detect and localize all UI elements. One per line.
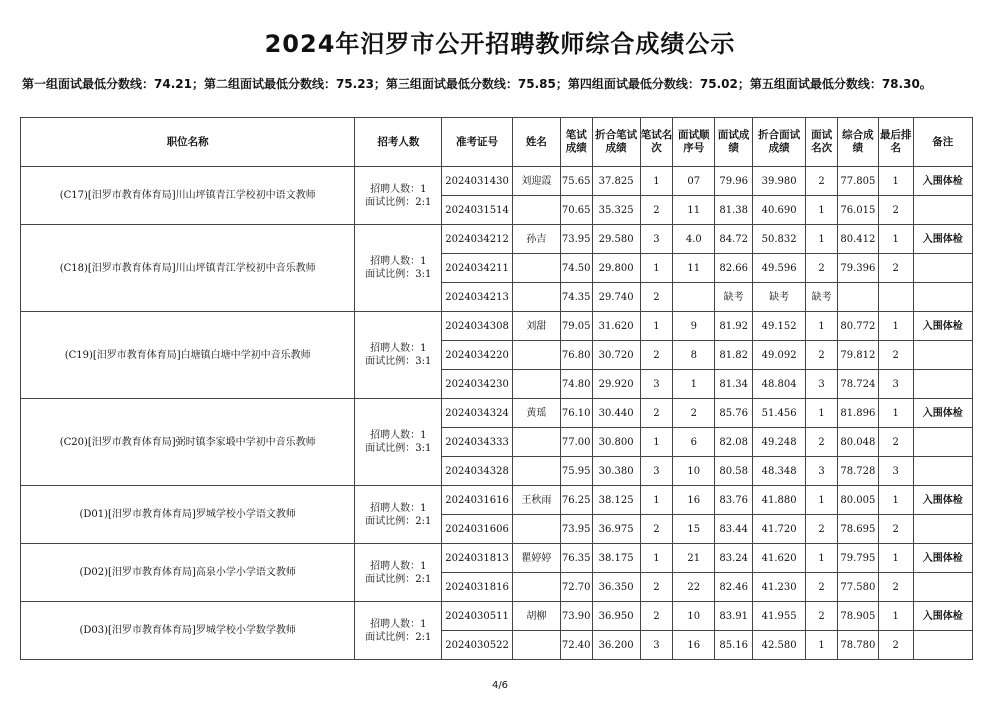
final-rank-cell: 3 bbox=[878, 370, 913, 399]
total-cell: 77.805 bbox=[837, 167, 878, 196]
interview-conv-cell: 51.456 bbox=[753, 399, 806, 428]
final-rank-cell: 1 bbox=[878, 225, 913, 254]
written-conv-cell: 37.825 bbox=[592, 167, 640, 196]
written-cell: 73.95 bbox=[560, 225, 592, 254]
table-row bbox=[21, 602, 973, 631]
written-cell: 76.10 bbox=[560, 399, 592, 428]
written-conv-cell: 30.720 bbox=[592, 341, 640, 370]
written-conv-cell: 35.325 bbox=[592, 196, 640, 225]
ticket-cell: 2024034333 bbox=[442, 428, 513, 457]
written-rank-cell: 2 bbox=[640, 283, 673, 312]
interview-cell: 81.82 bbox=[715, 341, 753, 370]
ticket-cell: 2024031606 bbox=[442, 515, 513, 544]
table-row bbox=[21, 167, 973, 196]
written-conv-cell: 30.800 bbox=[592, 428, 640, 457]
interview-conv-cell: 41.955 bbox=[753, 602, 806, 631]
total-cell: 78.780 bbox=[837, 631, 878, 660]
scores-table bbox=[20, 117, 973, 660]
interview-order-cell: 2 bbox=[673, 399, 715, 428]
header-interview: 面试成绩 bbox=[715, 118, 753, 167]
final-rank-cell: 1 bbox=[878, 486, 913, 515]
written-cell: 74.50 bbox=[560, 254, 592, 283]
interview-order-cell bbox=[673, 283, 715, 312]
ticket-cell: 2024034213 bbox=[442, 283, 513, 312]
interview-rank-cell: 1 bbox=[806, 486, 838, 515]
ticket-cell: 2024034328 bbox=[442, 457, 513, 486]
quota-ratio: 面试比例：2:1 bbox=[365, 573, 432, 585]
final-rank-cell: 2 bbox=[878, 254, 913, 283]
final-rank-cell: 1 bbox=[878, 602, 913, 631]
written-cell: 74.80 bbox=[560, 370, 592, 399]
table-row bbox=[21, 225, 973, 254]
final-rank-cell: 1 bbox=[878, 312, 913, 341]
remark-cell: 入围体检 bbox=[913, 602, 972, 631]
interview-order-cell: 10 bbox=[673, 602, 715, 631]
total-cell: 78.724 bbox=[837, 370, 878, 399]
interview-order-cell: 4.0 bbox=[673, 225, 715, 254]
name-cell bbox=[512, 341, 560, 370]
interview-conv-cell: 42.580 bbox=[753, 631, 806, 660]
quota-cell bbox=[355, 225, 442, 312]
ticket-cell: 2024034324 bbox=[442, 399, 513, 428]
written-rank-cell: 1 bbox=[640, 167, 673, 196]
written-conv-cell: 31.620 bbox=[592, 312, 640, 341]
header-written: 笔试成绩 bbox=[560, 118, 592, 167]
written-rank-cell: 3 bbox=[640, 370, 673, 399]
interview-conv-cell: 41.620 bbox=[753, 544, 806, 573]
interview-order-cell: 1 bbox=[673, 370, 715, 399]
written-cell: 79.05 bbox=[560, 312, 592, 341]
quota-ratio: 面试比例：2:1 bbox=[365, 631, 432, 643]
written-rank-cell: 2 bbox=[640, 196, 673, 225]
written-cell: 72.70 bbox=[560, 573, 592, 602]
name-cell bbox=[512, 573, 560, 602]
total-cell: 78.728 bbox=[837, 457, 878, 486]
quota-cell bbox=[355, 602, 442, 660]
remark-cell: 入围体检 bbox=[913, 486, 972, 515]
interview-conv-cell: 40.690 bbox=[753, 196, 806, 225]
header-interview-rank: 面试名次 bbox=[806, 118, 838, 167]
name-cell bbox=[512, 254, 560, 283]
interview-cell: 80.58 bbox=[715, 457, 753, 486]
table-body bbox=[21, 167, 973, 660]
interview-rank-cell: 1 bbox=[806, 544, 838, 573]
quota-count: 招聘人数：1 bbox=[370, 502, 427, 514]
header-interview-conv: 折合面试成绩 bbox=[753, 118, 806, 167]
interview-rank-cell: 1 bbox=[806, 312, 838, 341]
written-rank-cell: 3 bbox=[640, 631, 673, 660]
header-quota: 招考人数 bbox=[355, 118, 442, 167]
remark-cell: 入围体检 bbox=[913, 225, 972, 254]
quota-ratio: 面试比例：2:1 bbox=[365, 515, 432, 527]
interview-conv-cell: 缺考 bbox=[753, 283, 806, 312]
written-cell: 75.65 bbox=[560, 167, 592, 196]
name-cell: 黄瑶 bbox=[512, 399, 560, 428]
quota-count: 招聘人数：1 bbox=[370, 618, 427, 630]
interview-conv-cell: 39.980 bbox=[753, 167, 806, 196]
name-cell bbox=[512, 428, 560, 457]
ticket-cell: 2024034211 bbox=[442, 254, 513, 283]
interview-rank-cell: 2 bbox=[806, 341, 838, 370]
name-cell: 胡柳 bbox=[512, 602, 560, 631]
written-conv-cell: 38.125 bbox=[592, 486, 640, 515]
table-header-row bbox=[21, 118, 973, 167]
written-cell: 75.95 bbox=[560, 457, 592, 486]
header-name: 姓名 bbox=[512, 118, 560, 167]
page-number: 4/6 bbox=[491, 680, 509, 691]
remark-cell bbox=[913, 428, 972, 457]
total-cell: 79.795 bbox=[837, 544, 878, 573]
written-cell: 73.95 bbox=[560, 515, 592, 544]
interview-cell: 83.24 bbox=[715, 544, 753, 573]
quota-count: 招聘人数：1 bbox=[370, 430, 427, 441]
quota-ratio: 面试比例：2:1 bbox=[365, 196, 432, 208]
remark-cell: 入围体检 bbox=[913, 399, 972, 428]
written-conv-cell: 29.580 bbox=[592, 225, 640, 254]
written-conv-cell: 30.440 bbox=[592, 399, 640, 428]
position-cell: (C20)[汨罗市教育体育局]弼时镇李家塅中学初中音乐教师 bbox=[21, 399, 355, 486]
written-cell: 76.80 bbox=[560, 341, 592, 370]
quota-cell bbox=[355, 312, 442, 399]
ticket-cell: 2024031430 bbox=[442, 167, 513, 196]
written-rank-cell: 2 bbox=[640, 602, 673, 631]
final-rank-cell: 1 bbox=[878, 167, 913, 196]
remark-cell bbox=[913, 341, 972, 370]
interview-cell: 缺考 bbox=[715, 283, 753, 312]
final-rank-cell: 3 bbox=[878, 457, 913, 486]
written-rank-cell: 1 bbox=[640, 254, 673, 283]
quota-count: 招聘人数：1 bbox=[370, 343, 427, 354]
interview-rank-cell: 1 bbox=[806, 399, 838, 428]
written-cell: 72.40 bbox=[560, 631, 592, 660]
interview-cell: 84.72 bbox=[715, 225, 753, 254]
final-rank-cell: 1 bbox=[878, 399, 913, 428]
written-conv-cell: 29.920 bbox=[592, 370, 640, 399]
remark-cell bbox=[913, 631, 972, 660]
quota-cell bbox=[355, 544, 442, 602]
interview-cell: 83.44 bbox=[715, 515, 753, 544]
name-cell bbox=[512, 515, 560, 544]
interview-rank-cell: 2 bbox=[806, 428, 838, 457]
header-written-conv: 折合笔试成绩 bbox=[592, 118, 640, 167]
remark-cell bbox=[913, 515, 972, 544]
total-cell: 79.812 bbox=[837, 341, 878, 370]
interview-order-cell: 10 bbox=[673, 457, 715, 486]
interview-order-cell: 16 bbox=[673, 631, 715, 660]
table-row bbox=[21, 486, 973, 515]
position-cell: (C19)[汨罗市教育体育局]白塘镇白塘中学初中音乐教师 bbox=[21, 312, 355, 399]
name-cell: 瞿婷婷 bbox=[512, 544, 560, 573]
remark-cell bbox=[913, 370, 972, 399]
name-cell bbox=[512, 631, 560, 660]
interview-rank-cell: 2 bbox=[806, 515, 838, 544]
name-cell bbox=[512, 196, 560, 225]
interview-conv-cell: 49.152 bbox=[753, 312, 806, 341]
interview-rank-cell: 2 bbox=[806, 602, 838, 631]
interview-conv-cell: 41.880 bbox=[753, 486, 806, 515]
written-cell: 76.25 bbox=[560, 486, 592, 515]
page-title: 2024年汨罗市公开招聘教师综合成绩公示 bbox=[264, 30, 736, 58]
total-cell: 81.896 bbox=[837, 399, 878, 428]
header-remark: 备注 bbox=[913, 118, 972, 167]
ticket-cell: 2024031616 bbox=[442, 486, 513, 515]
remark-cell: 入围体检 bbox=[913, 544, 972, 573]
quota-ratio: 面试比例：3:1 bbox=[365, 269, 432, 280]
name-cell: 刘迎霞 bbox=[512, 167, 560, 196]
total-cell: 78.695 bbox=[837, 515, 878, 544]
written-rank-cell: 3 bbox=[640, 457, 673, 486]
position-cell: (D03)[汨罗市教育体育局]罗城学校小学数学教师 bbox=[21, 602, 355, 660]
interview-conv-cell: 50.832 bbox=[753, 225, 806, 254]
interview-cell: 81.34 bbox=[715, 370, 753, 399]
written-conv-cell: 30.380 bbox=[592, 457, 640, 486]
interview-order-cell: 07 bbox=[673, 167, 715, 196]
written-cell: 70.65 bbox=[560, 196, 592, 225]
interview-rank-cell: 1 bbox=[806, 631, 838, 660]
name-cell bbox=[512, 283, 560, 312]
final-rank-cell: 2 bbox=[878, 428, 913, 457]
interview-cell: 81.92 bbox=[715, 312, 753, 341]
ticket-cell: 2024034212 bbox=[442, 225, 513, 254]
written-cell: 73.90 bbox=[560, 602, 592, 631]
interview-conv-cell: 48.348 bbox=[753, 457, 806, 486]
total-cell: 78.905 bbox=[837, 602, 878, 631]
written-conv-cell: 36.975 bbox=[592, 515, 640, 544]
quota-ratio: 面试比例：3:1 bbox=[365, 443, 432, 454]
total-cell: 76.015 bbox=[837, 196, 878, 225]
name-cell bbox=[512, 457, 560, 486]
interview-order-cell: 8 bbox=[673, 341, 715, 370]
written-rank-cell: 1 bbox=[640, 486, 673, 515]
ticket-cell: 2024030511 bbox=[442, 602, 513, 631]
written-rank-cell: 1 bbox=[640, 312, 673, 341]
header-ticket: 准考证号 bbox=[442, 118, 513, 167]
interview-rank-cell: 2 bbox=[806, 167, 838, 196]
name-cell: 王秋雨 bbox=[512, 486, 560, 515]
written-cell: 74.35 bbox=[560, 283, 592, 312]
remark-cell: 入围体检 bbox=[913, 167, 972, 196]
interview-order-cell: 11 bbox=[673, 254, 715, 283]
remark-cell bbox=[913, 573, 972, 602]
interview-conv-cell: 48.804 bbox=[753, 370, 806, 399]
written-rank-cell: 2 bbox=[640, 515, 673, 544]
interview-cell: 82.08 bbox=[715, 428, 753, 457]
interview-cell: 85.76 bbox=[715, 399, 753, 428]
header-final-rank: 最后排名 bbox=[878, 118, 913, 167]
interview-rank-cell: 缺考 bbox=[806, 283, 838, 312]
ticket-cell: 2024034220 bbox=[442, 341, 513, 370]
position-cell: (C17)[汨罗市教育体育局]川山坪镇青江学校初中语文教师 bbox=[21, 167, 355, 225]
quota-count: 招聘人数：1 bbox=[370, 560, 427, 572]
header-total: 综合成绩 bbox=[837, 118, 878, 167]
interview-cell: 81.38 bbox=[715, 196, 753, 225]
written-cell: 77.00 bbox=[560, 428, 592, 457]
final-rank-cell bbox=[878, 283, 913, 312]
quota-cell bbox=[355, 486, 442, 544]
position-cell: (D02)[汨罗市教育体育局]高泉小学小学语文教师 bbox=[21, 544, 355, 602]
interview-rank-cell: 2 bbox=[806, 254, 838, 283]
ticket-cell: 2024031816 bbox=[442, 573, 513, 602]
written-conv-cell: 36.950 bbox=[592, 602, 640, 631]
cutoff-notice: 第一组面试最低分数线：74.21；第二组面试最低分数线：75.23；第三组面试最低分数线：75.85；第四组面试最低分数线：75.02；第五组面试最低分数线：78.30。 bbox=[22, 77, 932, 91]
total-cell bbox=[837, 283, 878, 312]
final-rank-cell: 2 bbox=[878, 341, 913, 370]
interview-order-cell: 9 bbox=[673, 312, 715, 341]
remark-cell bbox=[913, 254, 972, 283]
interview-conv-cell: 41.230 bbox=[753, 573, 806, 602]
interview-order-cell: 22 bbox=[673, 573, 715, 602]
remark-cell bbox=[913, 196, 972, 225]
interview-cell: 82.46 bbox=[715, 573, 753, 602]
ticket-cell: 2024034230 bbox=[442, 370, 513, 399]
written-rank-cell: 2 bbox=[640, 399, 673, 428]
interview-rank-cell: 3 bbox=[806, 457, 838, 486]
interview-conv-cell: 49.596 bbox=[753, 254, 806, 283]
remark-cell: 入围体检 bbox=[913, 312, 972, 341]
position-cell: (D01)[汨罗市教育体育局]罗城学校小学语文教师 bbox=[21, 486, 355, 544]
interview-rank-cell: 1 bbox=[806, 225, 838, 254]
interview-rank-cell: 2 bbox=[806, 573, 838, 602]
quota-count: 招聘人数：1 bbox=[370, 183, 427, 195]
written-conv-cell: 29.740 bbox=[592, 283, 640, 312]
total-cell: 80.005 bbox=[837, 486, 878, 515]
interview-order-cell: 11 bbox=[673, 196, 715, 225]
final-rank-cell: 2 bbox=[878, 631, 913, 660]
total-cell: 80.048 bbox=[837, 428, 878, 457]
ticket-cell: 2024031514 bbox=[442, 196, 513, 225]
written-cell: 76.35 bbox=[560, 544, 592, 573]
table-row bbox=[21, 544, 973, 573]
interview-cell: 83.76 bbox=[715, 486, 753, 515]
interview-cell: 85.16 bbox=[715, 631, 753, 660]
ticket-cell: 2024034308 bbox=[442, 312, 513, 341]
final-rank-cell: 2 bbox=[878, 515, 913, 544]
final-rank-cell: 2 bbox=[878, 573, 913, 602]
written-rank-cell: 2 bbox=[640, 573, 673, 602]
written-conv-cell: 29.800 bbox=[592, 254, 640, 283]
interview-cell: 79.96 bbox=[715, 167, 753, 196]
interview-rank-cell: 3 bbox=[806, 370, 838, 399]
table-row bbox=[21, 312, 973, 341]
quota-cell bbox=[355, 399, 442, 486]
written-rank-cell: 1 bbox=[640, 428, 673, 457]
quota-count: 招聘人数：1 bbox=[370, 256, 427, 267]
interview-rank-cell: 1 bbox=[806, 196, 838, 225]
interview-cell: 82.66 bbox=[715, 254, 753, 283]
remark-cell bbox=[913, 283, 972, 312]
interview-conv-cell: 49.092 bbox=[753, 341, 806, 370]
quota-cell bbox=[355, 167, 442, 225]
interview-order-cell: 21 bbox=[673, 544, 715, 573]
quota-ratio: 面试比例：3:1 bbox=[365, 356, 432, 367]
total-cell: 80.772 bbox=[837, 312, 878, 341]
written-rank-cell: 3 bbox=[640, 225, 673, 254]
header-interview-order: 面试顺序号 bbox=[673, 118, 715, 167]
position-cell: (C18)[汨罗市教育体育局]川山坪镇青江学校初中音乐教师 bbox=[21, 225, 355, 312]
remark-cell bbox=[913, 457, 972, 486]
final-rank-cell: 2 bbox=[878, 196, 913, 225]
interview-conv-cell: 49.248 bbox=[753, 428, 806, 457]
written-rank-cell: 1 bbox=[640, 544, 673, 573]
name-cell: 孙吉 bbox=[512, 225, 560, 254]
table-row bbox=[21, 399, 973, 428]
header-written-rank: 笔试名次 bbox=[640, 118, 673, 167]
name-cell: 刘甜 bbox=[512, 312, 560, 341]
written-conv-cell: 36.200 bbox=[592, 631, 640, 660]
written-rank-cell: 2 bbox=[640, 341, 673, 370]
interview-order-cell: 15 bbox=[673, 515, 715, 544]
interview-order-cell: 16 bbox=[673, 486, 715, 515]
written-conv-cell: 38.175 bbox=[592, 544, 640, 573]
final-rank-cell: 1 bbox=[878, 544, 913, 573]
interview-cell: 83.91 bbox=[715, 602, 753, 631]
total-cell: 77.580 bbox=[837, 573, 878, 602]
ticket-cell: 2024031813 bbox=[442, 544, 513, 573]
interview-order-cell: 6 bbox=[673, 428, 715, 457]
interview-conv-cell: 41.720 bbox=[753, 515, 806, 544]
ticket-cell: 2024030522 bbox=[442, 631, 513, 660]
written-conv-cell: 36.350 bbox=[592, 573, 640, 602]
total-cell: 79.396 bbox=[837, 254, 878, 283]
header-position: 职位名称 bbox=[21, 118, 355, 167]
name-cell bbox=[512, 370, 560, 399]
total-cell: 80.412 bbox=[837, 225, 878, 254]
